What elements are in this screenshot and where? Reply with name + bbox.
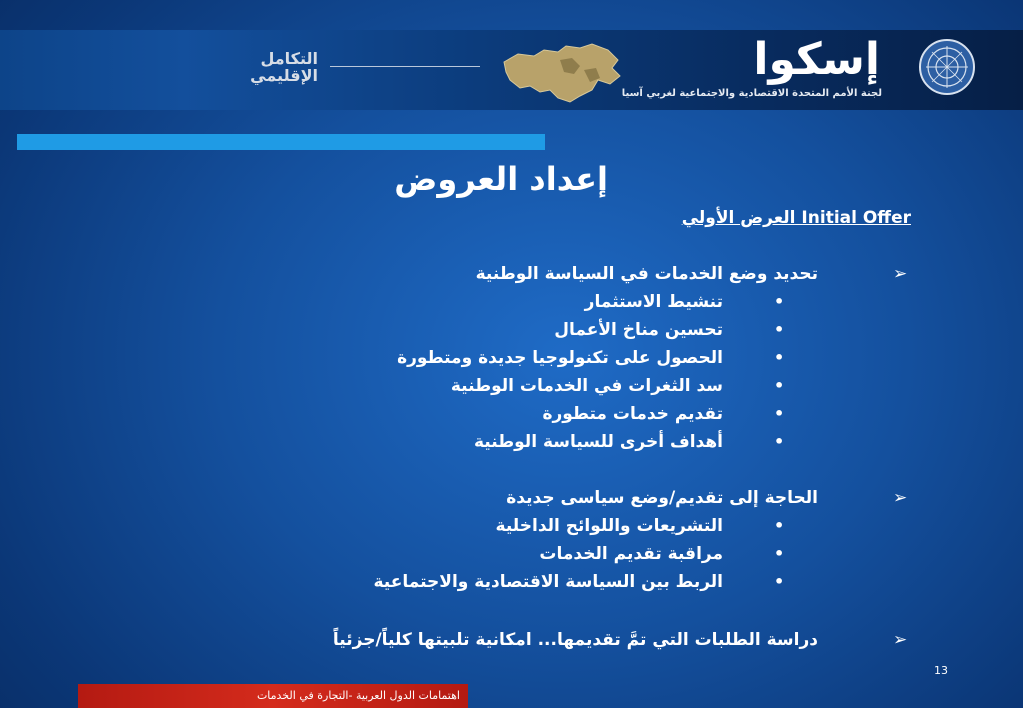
list-item xyxy=(0,572,1023,598)
brand-left-line1: التكامل xyxy=(260,49,318,68)
un-emblem-icon xyxy=(918,38,976,96)
list-item xyxy=(0,432,1023,458)
arrow-bullet-icon: ➢ xyxy=(893,630,908,650)
page-number: 13 xyxy=(934,664,948,677)
arab-region-map-icon xyxy=(500,40,628,106)
banner-divider xyxy=(330,66,480,67)
list-item-text: الربط بين السياسة الاقتصادية والاجتماعية xyxy=(373,572,723,592)
list-item-text: تحسين مناخ الأعمال xyxy=(554,320,723,340)
bullet-icon: • xyxy=(774,572,785,591)
bullet-icon: • xyxy=(774,292,785,311)
bullet-icon: • xyxy=(774,348,785,367)
bullet-icon: • xyxy=(774,376,785,395)
footer-text: اهتمامات الدول العربية -التجارة في الخدمات xyxy=(256,689,460,702)
title-accent-bar xyxy=(17,134,545,150)
list-item xyxy=(0,376,1023,402)
list-item xyxy=(0,404,1023,430)
section-heading xyxy=(0,630,1023,656)
bullet-icon: • xyxy=(774,544,785,563)
section-heading-text: الحاجة إلى تقديم/وضع سياسى جديدة xyxy=(506,488,818,508)
list-item xyxy=(0,544,1023,570)
list-item xyxy=(0,320,1023,346)
list-item-text: التشريعات واللوائح الداخلية xyxy=(495,516,723,536)
list-item-text: تقديم خدمات متطورة xyxy=(542,404,723,424)
slide-title: إعداد العروض xyxy=(394,160,608,198)
escwa-wordmark: إسكوا xyxy=(753,34,880,85)
section-heading-text: دراسة الطلبات التي تمَّ تقديمها... امكانية تلبيتها كلياً/جزئياً xyxy=(332,630,818,650)
bullet-icon: • xyxy=(774,404,785,423)
list-item-text: تنشيط الاستثمار xyxy=(584,292,723,312)
escwa-full-name: لجنة الأمم المتحدة الاقتصادية والاجتماعية لغربي آسيا xyxy=(621,88,882,99)
section-heading xyxy=(0,264,1023,290)
list-item xyxy=(0,516,1023,542)
arrow-bullet-icon: ➢ xyxy=(893,264,908,284)
bullet-icon: • xyxy=(774,432,785,451)
bullet-icon: • xyxy=(774,320,785,339)
footer-bar xyxy=(78,684,468,708)
section-heading xyxy=(0,488,1023,514)
section-heading-text: تحديد وضع الخدمات في السياسة الوطنية xyxy=(475,264,818,284)
arrow-bullet-icon: ➢ xyxy=(893,488,908,508)
list-item-text: أهداف أخرى للسياسة الوطنية xyxy=(473,432,723,452)
slide-subtitle: العرض الأولي Initial Offer xyxy=(681,208,911,228)
regional-integration-label xyxy=(238,50,318,84)
list-item-text: الحصول على تكنولوجيا جديدة ومتطورة xyxy=(397,348,723,368)
brand-left-line2: الإقليمي xyxy=(250,66,318,85)
bullet-icon: • xyxy=(774,516,785,535)
list-item xyxy=(0,348,1023,374)
list-item-text: مراقبة تقديم الخدمات xyxy=(539,544,723,564)
list-item-text: سد الثغرات في الخدمات الوطنية xyxy=(450,376,723,396)
list-item xyxy=(0,292,1023,318)
